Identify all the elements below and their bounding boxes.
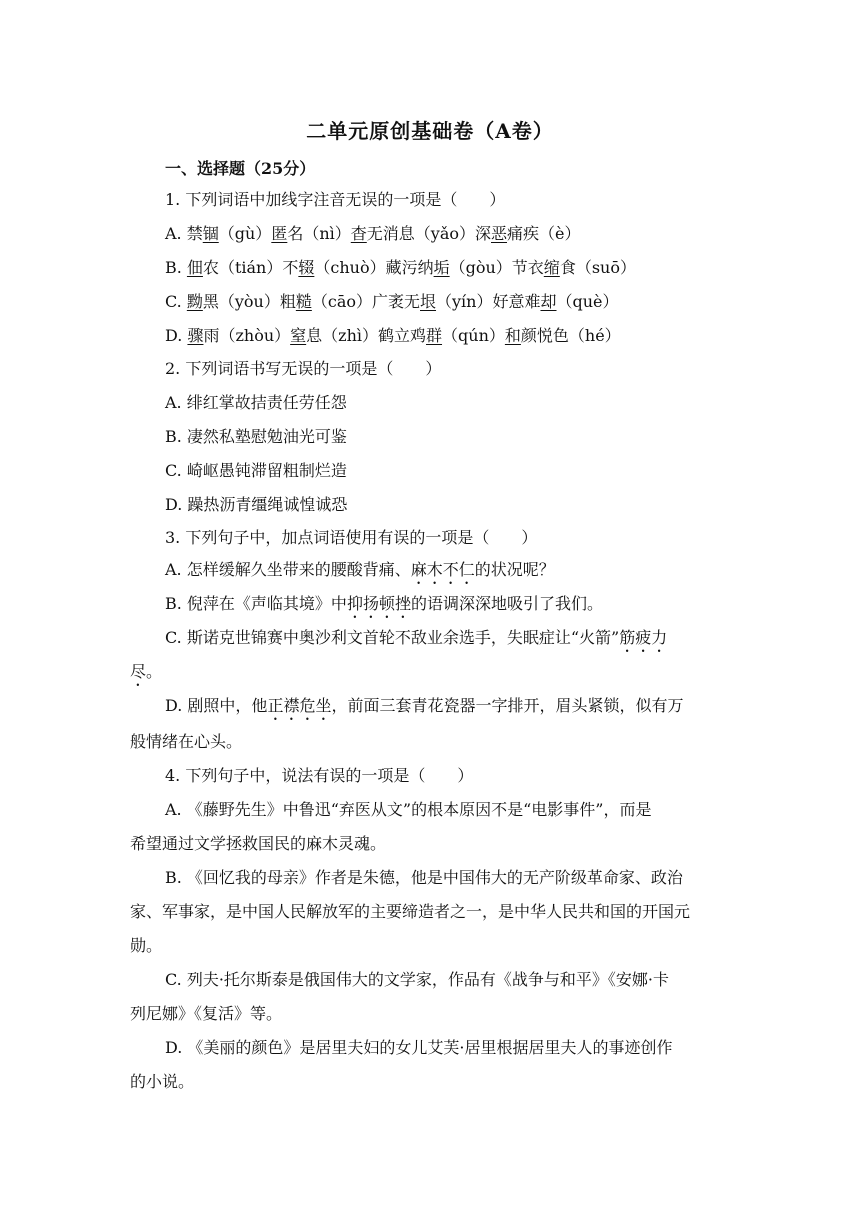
question-4-stem: 4. 下列句子中，说法有误的一项是（ ）	[165, 766, 474, 785]
question-2-option-b: B. 凄然私塾慰勉油光可鉴	[165, 427, 347, 446]
section-heading: 一、选择题（25分）	[165, 159, 316, 178]
question-4-option-b-line1: B. 《回忆我的母亲》作者是朱德，他是中国伟大的无产阶级革命家、政治	[165, 868, 683, 887]
question-1-option-c: C. 黝黑（yòu）粗糙（cāo）广袤无垠（yín）好意难却（què）	[165, 292, 619, 311]
question-1-option-a: A. 禁锢（gù）匿名（nì）杳无消息（yǎo）深恶痛疾（è）	[165, 224, 581, 243]
question-2-option-c: C. 崎岖愚钝滞留粗制烂造	[165, 461, 347, 480]
question-3-option-c-line2: 尽。	[130, 662, 163, 681]
question-3-stem: 3. 下列句子中，加点词语使用有误的一项是（ ）	[165, 528, 538, 547]
question-2-option-d: D. 躁热沥青缰绳诚惶诚恐	[165, 495, 348, 514]
question-1-option-b: B. 佃农（tián）不辍（chuò）藏污纳垢（gòu）节衣缩食（suō）	[165, 258, 636, 277]
question-2-stem: 2. 下列词语书写无误的一项是（ ）	[165, 359, 442, 378]
question-4-option-c-line2: 列尼娜》《复活》等。	[130, 1004, 283, 1023]
question-3-option-d-line2: 般情绪在心头。	[130, 732, 243, 751]
question-3-option-a: A. 怎样缓解久坐带来的腰酸背痛、麻木不仁的状况呢？	[165, 560, 555, 579]
question-2-option-a: A. 绯红掌故拮责任劳任怨	[165, 393, 347, 412]
question-4-option-b-line3: 勋。	[130, 936, 163, 955]
question-4-option-b-line2: 家、军事家，是中国人民解放军的主要缔造者之一，是中华人民共和国的开国元	[130, 902, 691, 921]
question-3-option-b: B. 倪萍在《声临其境》中抑扬顿挫的语调深深地吸引了我们。	[165, 594, 603, 613]
question-3-option-d-line1: D. 剧照中，他正襟危坐，前面三套青花瓷器一字排开，眉头紧锁，似有万	[165, 696, 684, 715]
question-4-option-a-line1: A. 《藤野先生》中鲁迅“弃医从文”的根本原因不是“电影事件”，而是	[165, 800, 652, 819]
page-title: 二单元原创基础卷（A卷）	[306, 119, 554, 143]
question-3-option-c-line1: C. 斯诺克世锦赛中奥沙利文首轮不敌业余选手，失眠症让“火箭”筋疲力	[165, 628, 668, 647]
question-4-option-c-line1: C. 列夫·托尔斯泰是俄国伟大的文学家，作品有《战争与和平》《安娜·卡	[165, 970, 670, 989]
question-1-stem: 1. 下列词语中加线字注音无误的一项是（ ）	[165, 190, 506, 209]
question-4-option-a-line2: 希望通过文学拯救国民的麻木灵魂。	[130, 834, 387, 853]
question-1-option-d: D. 骤雨（zhòu）窒息（zhì）鹤立鸡群（qún）和颜悦色（hé）	[165, 326, 621, 345]
question-4-option-d-line2: 的小说。	[130, 1072, 195, 1091]
question-4-option-d-line1: D. 《美丽的颜色》是居里夫妇的女儿艾芙·居里根据居里夫人的事迹创作	[165, 1038, 673, 1057]
